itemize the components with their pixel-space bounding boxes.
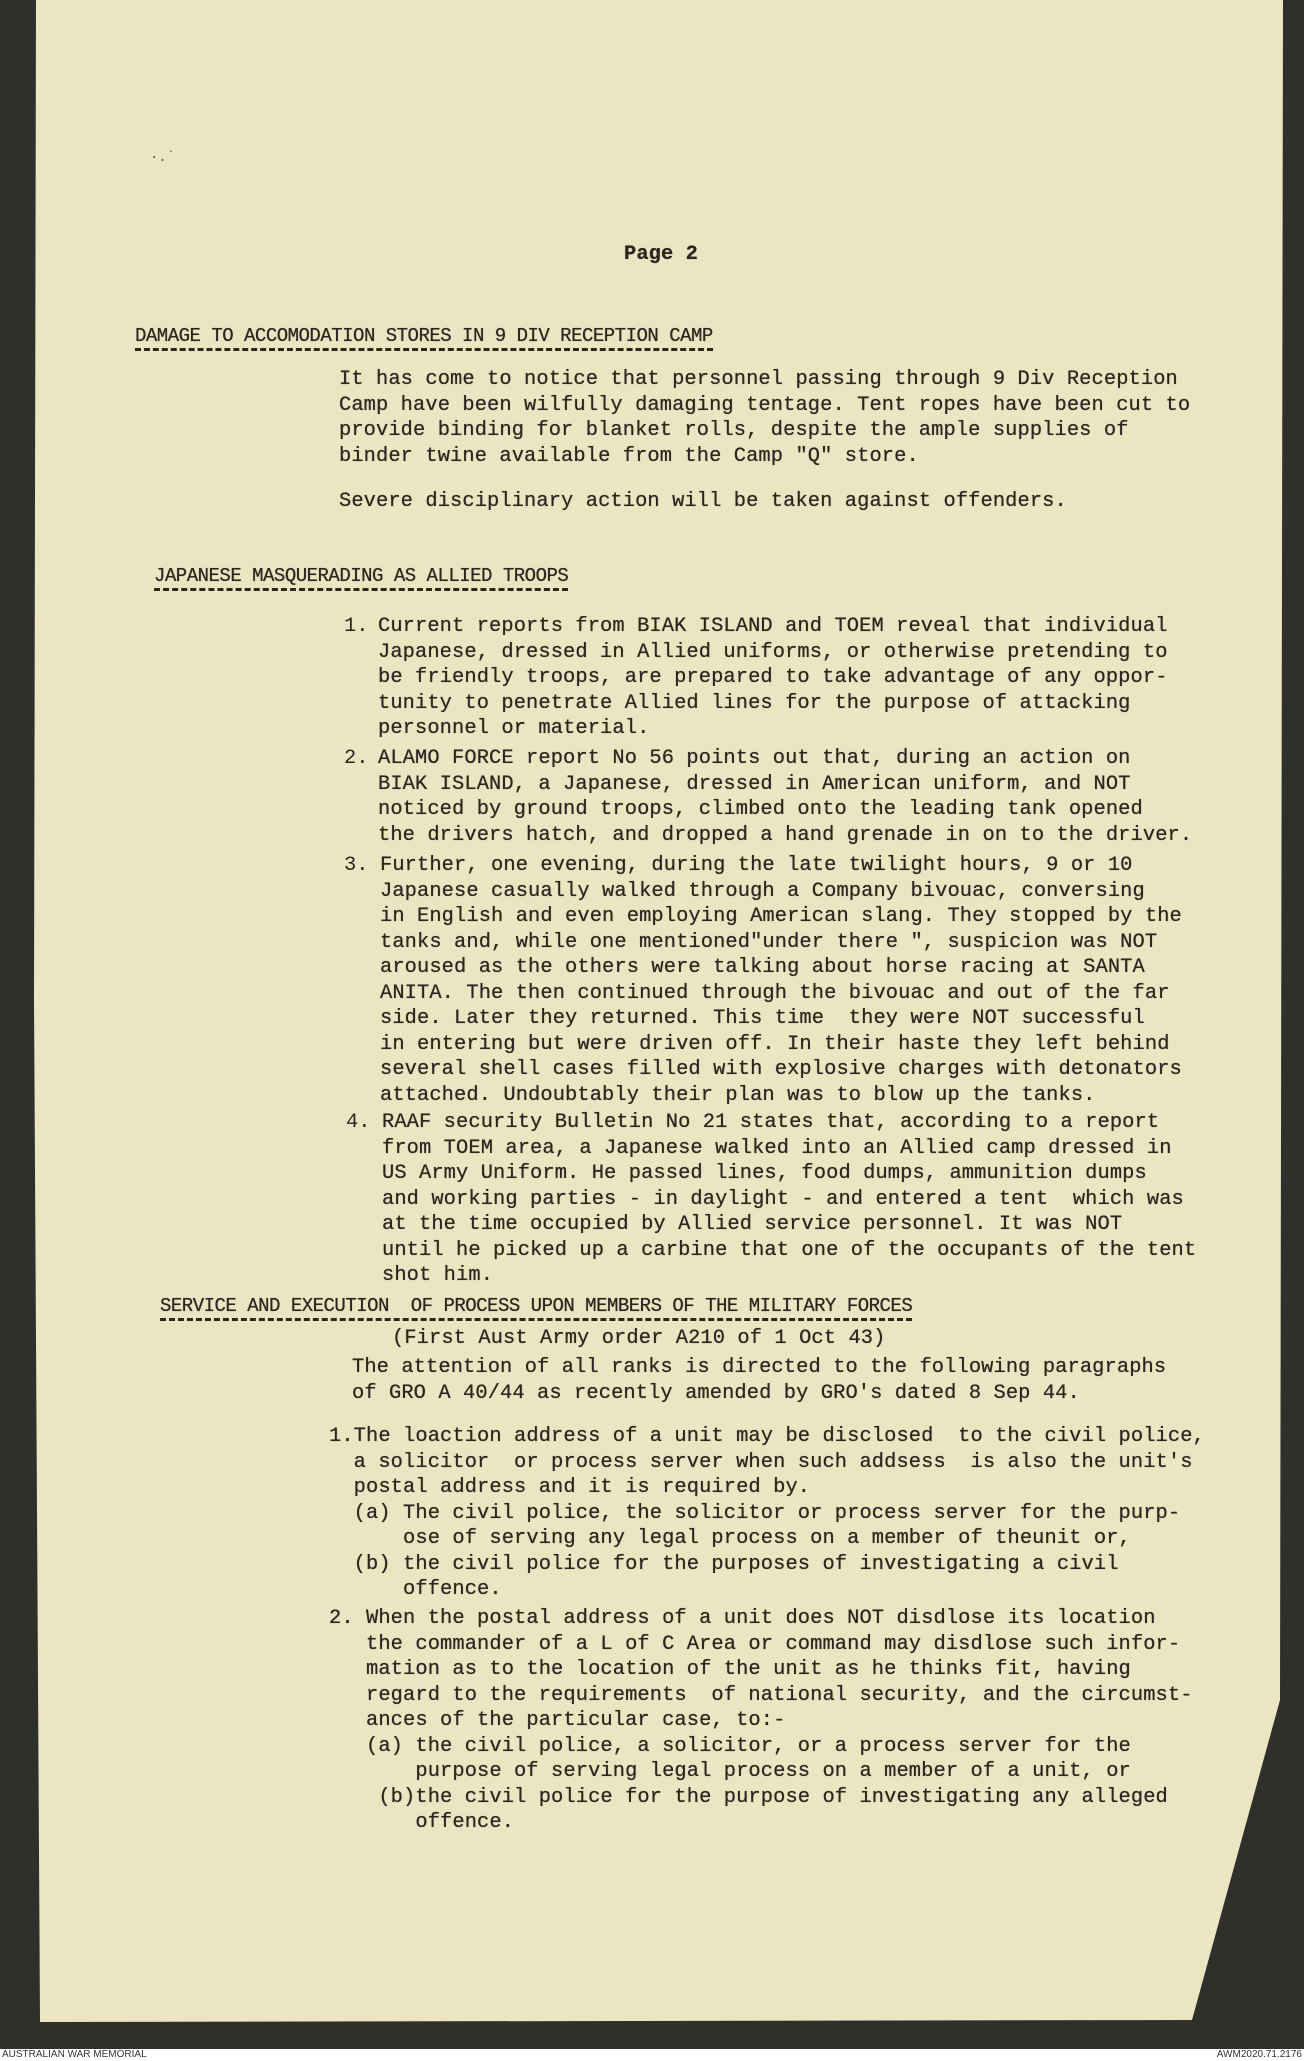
text-line: at the time occupied by Allied service personnel. It was NOT (382, 1213, 1123, 1236)
heading-japanese: JAPANESE MASQUERADING AS ALLIED TROOPS (154, 566, 568, 591)
text-line: in English and even employing American slang. They stopped by the (380, 905, 1182, 928)
text-line: the drivers hatch, and dropped a hand grenade in on to the driver. (378, 823, 1193, 847)
text-line: (a) the civil police, a solicitor, or a process server for the (329, 1734, 1131, 1758)
item-text (378, 746, 1192, 848)
text-line: binder twine available from the Camp "Q" store. (339, 444, 919, 468)
text-line: ANITA. The then continued through the bivouac and out of the far (380, 981, 1170, 1005)
damage-paragraph (339, 367, 1190, 469)
footer (0, 2049, 1304, 2061)
paper-mark-icon: ·.˙ (150, 150, 176, 166)
text-line: postal address and it is required by. (329, 1476, 811, 1499)
text-line: several shell cases filled with explosive charges with detonators (380, 1058, 1182, 1081)
text-line: Japanese, dressed in Allied uniforms, or otherwise pretending to (378, 640, 1168, 664)
text-line: personnel or material. (378, 717, 650, 740)
text-line: ose of serving any legal process on a member of theunit or, (329, 1527, 1131, 1550)
text-line: (a) The civil police, the solicitor or process server for the purp- (329, 1501, 1181, 1525)
text-line: Further, one evening, during the late twilight hours, 9 or 10 (380, 854, 1133, 877)
text-line: of GRO A 40/44 as recently amended by GRO's dated 8 Sep 44. (352, 1381, 1080, 1405)
text-line: in entering but were driven off. In their haste they left behind (380, 1032, 1170, 1056)
footer-institution: AUSTRALIAN WAR MEMORIAL (2, 2049, 147, 2060)
item-number: 4. (346, 1111, 371, 1134)
text-line: be friendly troops, are prepared to take advantage of any oppor- (378, 666, 1168, 689)
item-text (378, 614, 1168, 742)
text-line: offence. (329, 1578, 502, 1601)
item-text (382, 1110, 1196, 1289)
text-line: (b)the civil police for the purpose of investigating any alleged (329, 1785, 1168, 1809)
item-number: 2. (344, 747, 369, 770)
item-text (380, 853, 1182, 1108)
text-line: mation as to the location of the unit as he thinks fit, having (329, 1658, 1131, 1681)
text-line: ances of the particular case, to:- (329, 1709, 786, 1732)
item-number: 3. (344, 854, 369, 877)
service-paragraph-1 (329, 1424, 1205, 1603)
heading-service: SERVICE AND EXECUTION OF PROCESS UPON MEMBERS OF THE MILITARY FORCES (160, 1296, 912, 1321)
heading-damage: DAMAGE TO ACCOMODATION STORES IN 9 DIV RECEPTION CAMP (135, 326, 713, 351)
page-number: Page 2 (624, 243, 699, 266)
item-number: 1. (344, 615, 369, 638)
text-line: attached. Undoubtably their plan was to blow up the tanks. (380, 1083, 1096, 1107)
text-line: regard to the requirements of national security, and the circumst- (329, 1683, 1193, 1707)
text-line: and working parties - in daylight - and entered a tent which was (382, 1187, 1184, 1211)
damage-warning: Severe disciplinary action will be taken against offenders. (339, 490, 1067, 513)
service-intro (352, 1355, 1166, 1406)
text-line: ALAMO FORCE report No 56 points out that, during an action on (378, 747, 1131, 770)
text-line: side. Later they returned. This time they were NOT successful (380, 1007, 1145, 1030)
text-line: BIAK ISLAND, a Japanese, dressed in American uniform, and NOT (378, 772, 1131, 796)
text-line: Current reports from BIAK ISLAND and TOEM reveal that individual (378, 615, 1168, 638)
text-line: provide binding for blanket rolls, despite the ample supplies of (339, 419, 1129, 442)
text-line: (b) the civil police for the purposes of investigating a civil (329, 1552, 1119, 1576)
text-line: the commander of a L of C Area or command may disdlose such infor- (329, 1632, 1181, 1656)
text-line: noticed by ground troops, climbed onto the leading tank opened (378, 798, 1143, 821)
footer-reference: AWM2020.71.2176 (1216, 2049, 1302, 2060)
text-line: until he picked up a carbine that one of the occupants of the tent (382, 1238, 1197, 1262)
text-line: 2. When the postal address of a unit does NOT disdlose its location (329, 1607, 1156, 1630)
text-line: 1.The loaction address of a unit may be disclosed to the civil police, (329, 1425, 1205, 1448)
text-line: It has come to notice that personnel passing through 9 Div Reception (339, 368, 1178, 391)
text-line: a solicitor or process server when such addsess is also the unit's (329, 1450, 1193, 1474)
service-paragraph-2 (329, 1606, 1193, 1836)
text-line: tanks and, while one mentioned"under there ", suspicion was NOT (380, 930, 1158, 954)
text-line: Japanese casually walked through a Company bivouac, conversing (380, 879, 1145, 903)
service-subheading: (First Aust Army order A210 of 1 Oct 43) (392, 1327, 886, 1350)
text-line: from TOEM area, a Japanese walked into an Allied camp dressed in (382, 1136, 1172, 1160)
text-line: US Army Uniform. He passed lines, food dumps, ammunition dumps (382, 1162, 1147, 1185)
text-line: Camp have been wilfully damaging tentage. Tent ropes have been cut to (339, 393, 1191, 417)
text-line: tunity to penetrate Allied lines for the purpose of attacking (378, 691, 1131, 715)
text-line: offence. (329, 1811, 515, 1834)
text-line: aroused as the others were talking about horse racing at SANTA (380, 956, 1145, 979)
text-line: RAAF security Bulletin No 21 states that, according to a report (382, 1111, 1160, 1134)
text-line: The attention of all ranks is directed to the following paragraphs (352, 1356, 1167, 1379)
text-line: purpose of serving legal process on a member of a unit, or (329, 1760, 1131, 1783)
text-line: shot him. (382, 1264, 494, 1287)
